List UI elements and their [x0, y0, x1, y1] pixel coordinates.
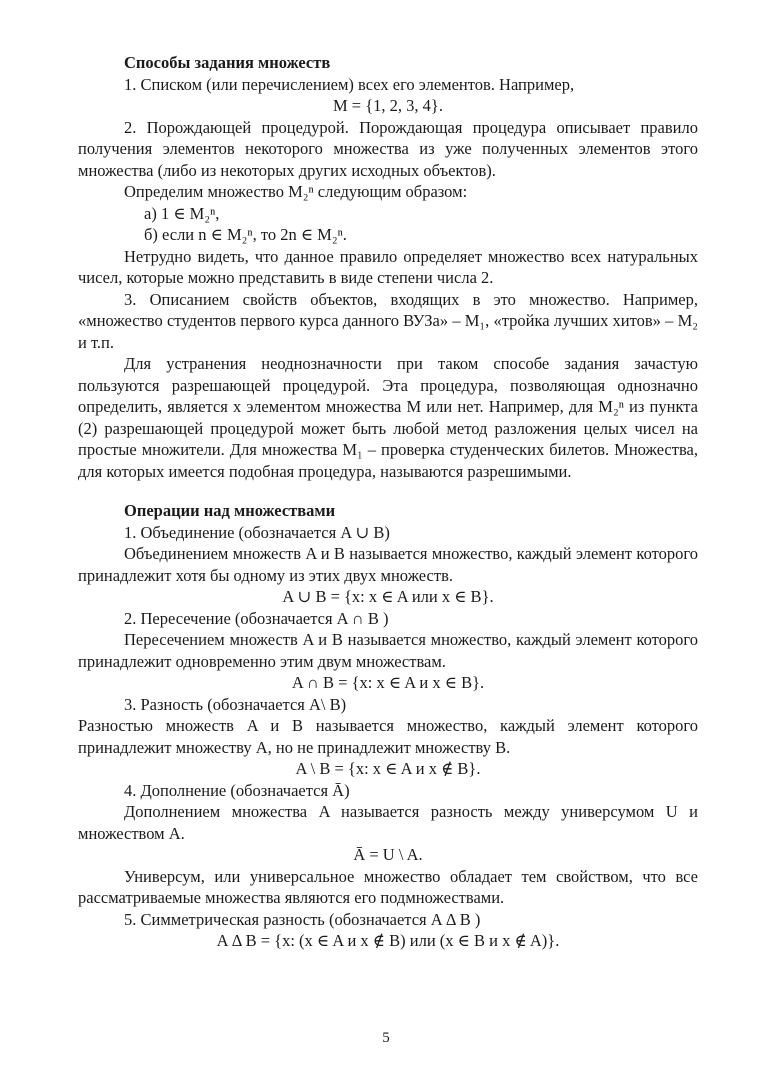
op-difference: 3. Разность (обозначается A\ B)	[124, 694, 347, 714]
op-difference-formula: A \ B = {x: x ∈ A и x ∉ B}.	[295, 759, 481, 778]
rule-a: а) 1 ∈ M₂ⁿ,	[144, 203, 220, 223]
op-union-text: Объединением множеств A и B называется множество, каждый элемент которого принадлежит хотя бы одному из этих двух множеств.	[78, 544, 698, 585]
op-complement-formula: Ā = U \ A.	[353, 845, 423, 864]
heading-set-operations: Операции над множествами	[124, 501, 336, 520]
op-difference-text: Разностью множеств A и B называется множество, каждый элемент которого принадлежит множеству A, но не принадлежит множеству B.	[78, 716, 698, 757]
page-content	[78, 52, 698, 952]
formula-m: M = {1, 2, 3, 4}.	[333, 96, 443, 115]
item-procedure-def: Определим множество M₂ⁿ следующим образом:	[124, 182, 468, 201]
op-union: 1. Объединение (обозначается A ∪ B)	[124, 522, 390, 542]
item-procedure-note: Нетрудно видеть, что данное правило определяет множество всех натуральных чисел, которые можно представить в виде степени числа 2.	[78, 246, 698, 287]
op-complement-text: Дополнением множества A называется разность между универсумом U и множеством A.	[78, 802, 698, 843]
universe-note: Универсум, или универсальное множество обладает тем свойством, что все рассматриваемые множества являются его подмножествами.	[78, 866, 698, 907]
op-intersection-formula: A ∩ B = {x: x ∈ A и x ∈ B}.	[291, 673, 485, 692]
rule-b: б) если n ∈ M₂ⁿ, то 2n ∈ M₂ⁿ.	[144, 225, 347, 244]
item-properties: 3. Описанием свойств объектов, входящих в это множество. Например, «множество студентов первого курса данного ВУЗа» – M₁, «тройка лучших хитов» – M₂ и т.п.	[78, 289, 698, 352]
item-list: 1. Списком (или перечислением) всех его элементов. Например,	[124, 74, 575, 94]
item-properties-note: Для устранения неоднозначности при таком способе задания зачастую пользуются разрешающей процедурой. Эта процедура, позволяющая однозначно определить, является x элементом множества M или нет. Например, для M₂ⁿ из пункта (2) разрешающей процедурой может быть любой метод разложения целых чисел на простые множители. Для множества M₁ – проверка студенческих билетов. Множества, для которых имеется подобная процедура, называются разрешимыми.	[78, 354, 698, 481]
page-number: 5	[382, 1030, 390, 1046]
heading-set-definition: Способы задания множеств	[124, 53, 331, 72]
op-intersection-text: Пересечением множеств A и B называется множество, каждый элемент которого принадлежит одновременно этим двум множествам.	[78, 630, 698, 671]
op-union-formula: A ∪ B = {x: x ∈ A или x ∈ B}.	[282, 587, 494, 606]
op-symmetric-difference-formula: A Δ B = {x: (x ∈ A и x ∉ B) или (x ∈ B и x ∉ A)}.	[216, 931, 560, 950]
op-symmetric-difference: 5. Симметрическая разность (обозначается A Δ B )	[124, 909, 481, 929]
op-complement: 4. Дополнение (обозначается Ā)	[124, 780, 350, 800]
item-procedure: 2. Порождающей процедурой. Порождающая процедура описывает правило получения элементов некоторого множества из уже полученных элементов этого множества (либо из некоторых других исходных объектов).	[78, 117, 698, 180]
op-intersection: 2. Пересечение (обозначается A ∩ B )	[124, 608, 389, 628]
